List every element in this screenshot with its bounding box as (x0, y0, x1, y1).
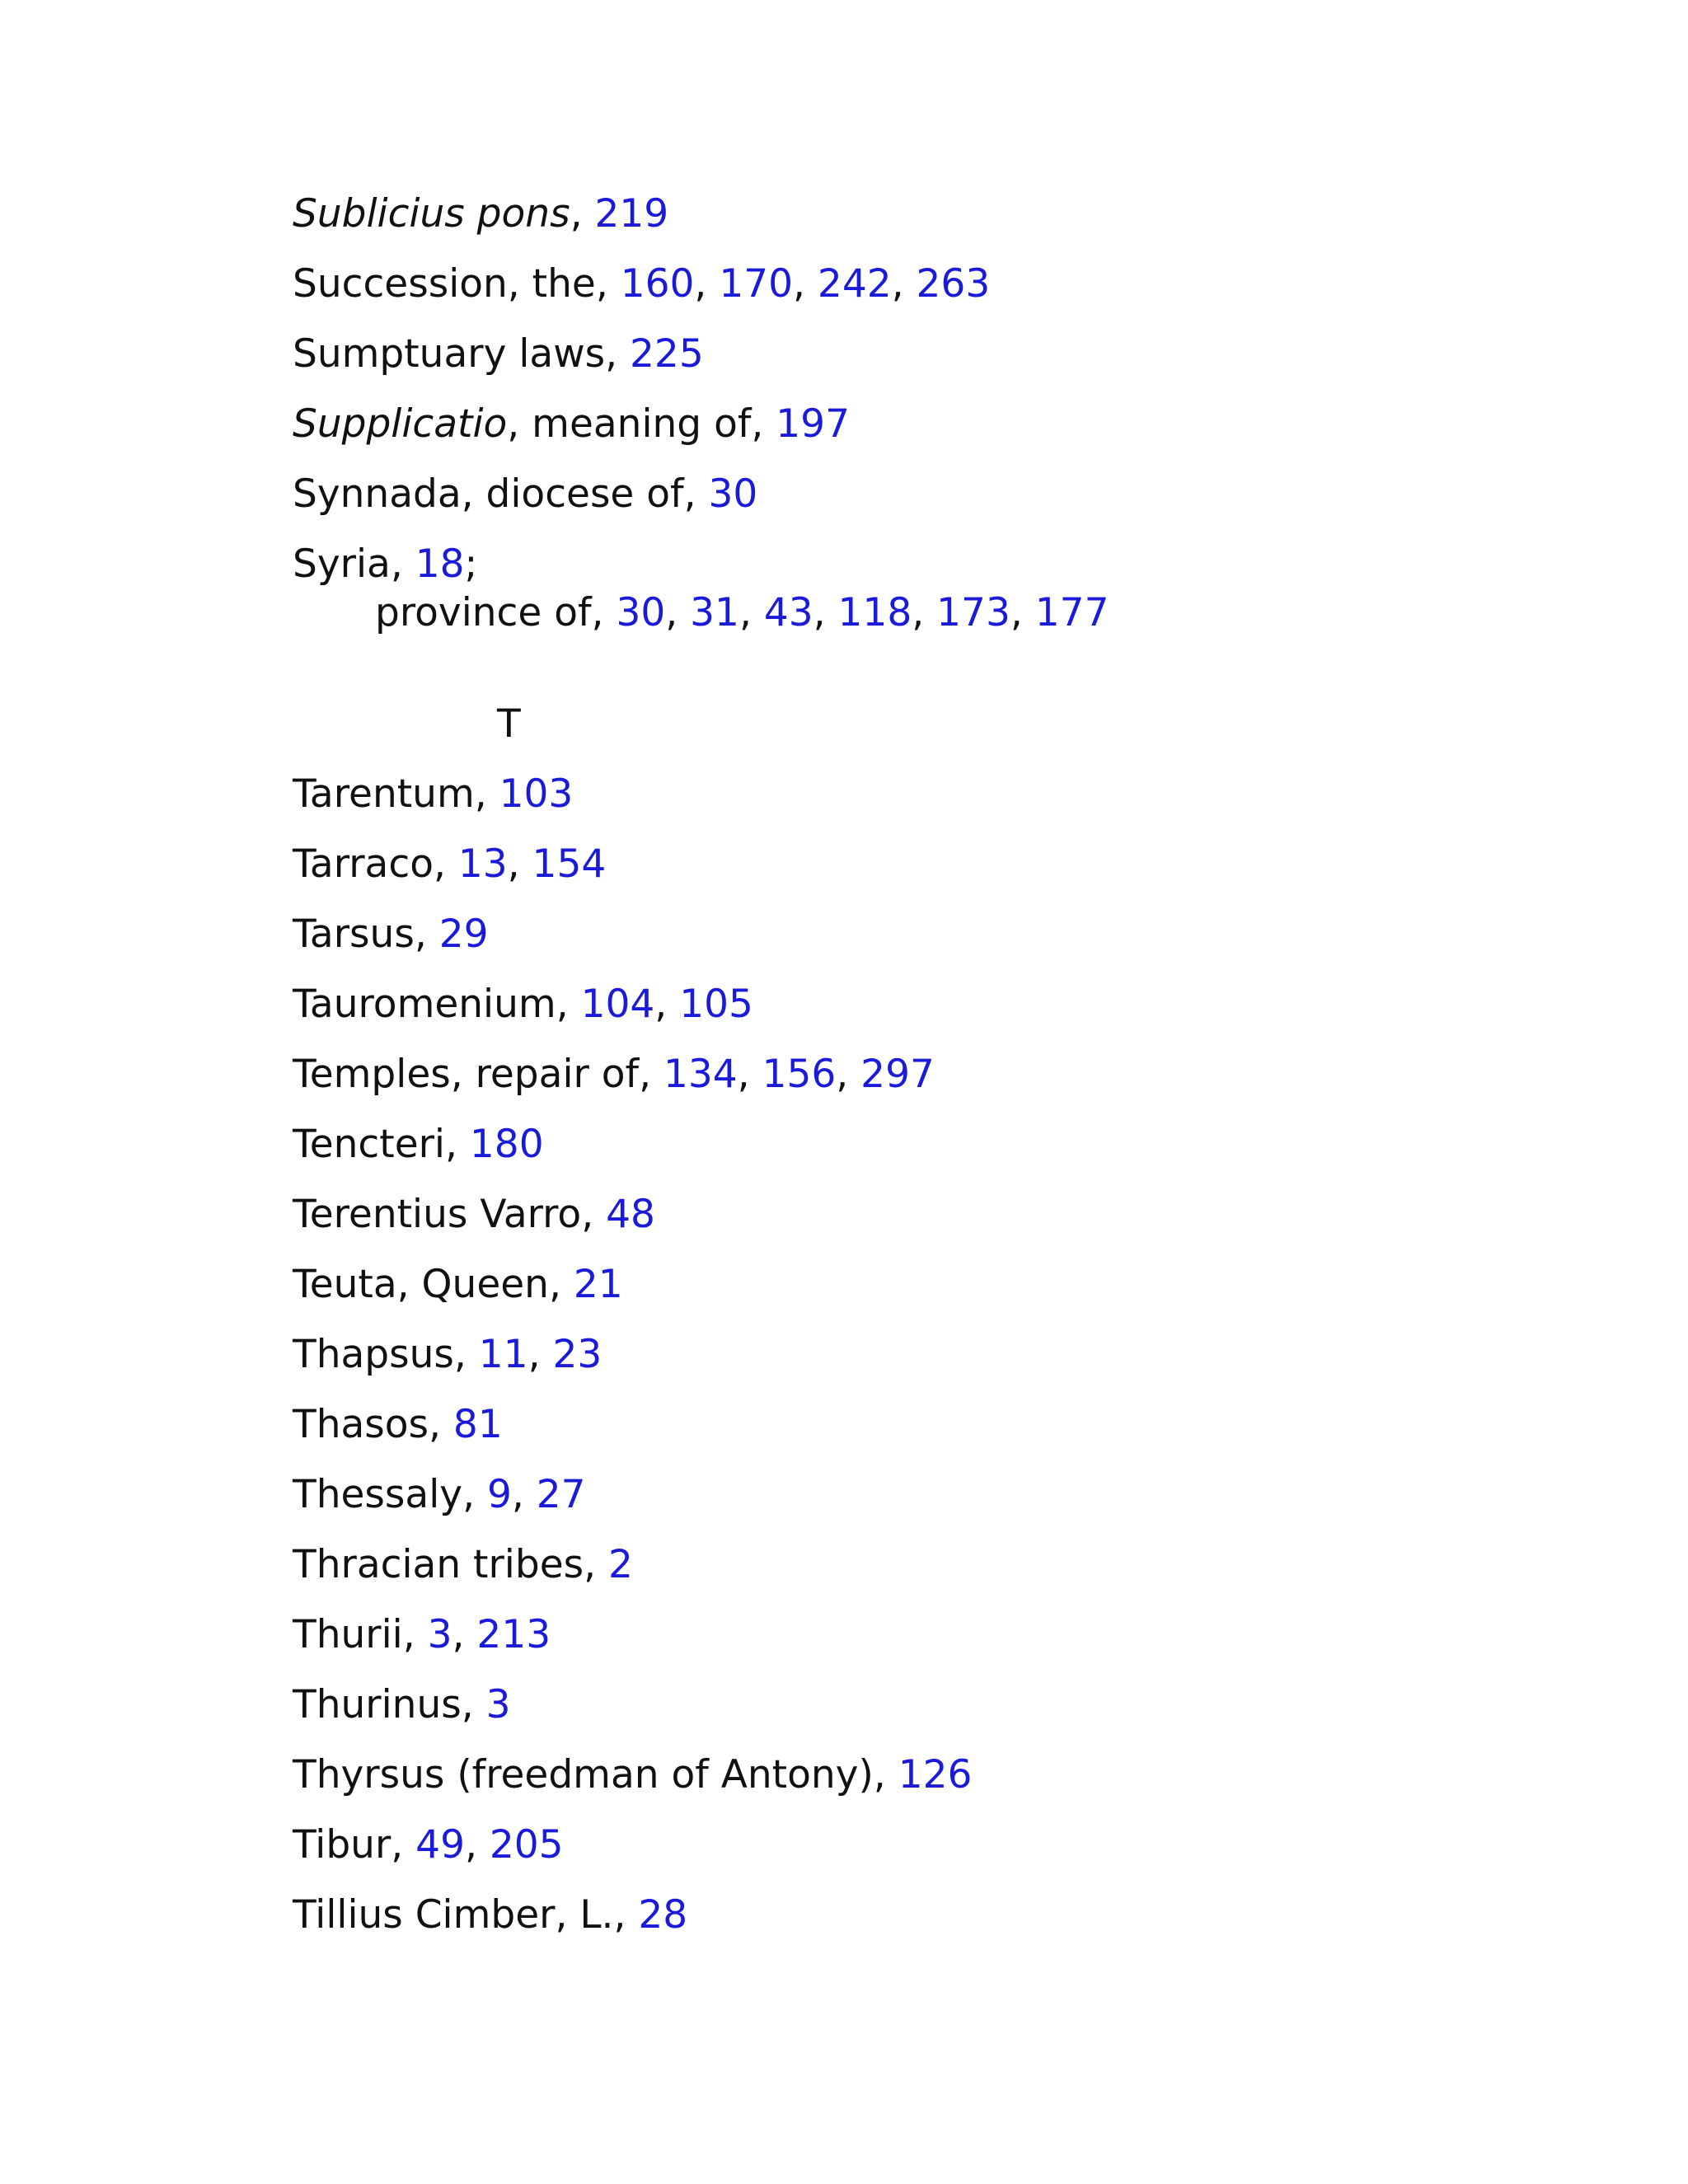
index-entry: Tencteri, 180 (293, 1122, 544, 1167)
page-ref-link[interactable]: 103 (499, 771, 574, 817)
entry-punctuation: ; (464, 541, 478, 587)
index-entry: Thurii, 3, 213 (293, 1612, 551, 1657)
index-term: Thyrsus (freedman of Antony) (293, 1752, 874, 1797)
index-entry: Thapsus, 11, 23 (293, 1332, 603, 1377)
index-term: Sumptuary laws (293, 331, 606, 377)
page-ref-link[interactable]: 49 (415, 1822, 465, 1868)
index-entry: Tarentum, 103 (293, 771, 574, 817)
index-entry: Sublicius pons, 219 (293, 191, 669, 237)
page-ref-link[interactable]: 11 (478, 1332, 528, 1377)
index-term: Tibur (293, 1822, 392, 1868)
index-term: Supplicatio (293, 401, 508, 447)
index-term: Thessaly (293, 1472, 463, 1517)
page-ref-link[interactable]: 3 (427, 1612, 452, 1657)
index-entry: Tauromenium, 104, 105 (293, 982, 753, 1027)
section-t-entries (293, 768, 1529, 1942)
page-ref-link[interactable]: 30 (616, 590, 666, 635)
index-entry: Supplicatio, meaning of, 197 (293, 401, 850, 447)
index-subterm: province of (375, 590, 592, 635)
index-entry: Thurinus, 3 (293, 1682, 511, 1727)
page-ref-link[interactable]: 156 (762, 1052, 837, 1097)
page-ref-link[interactable]: 30 (708, 471, 758, 517)
index-term: Tarraco (293, 841, 434, 887)
page-ref-link[interactable]: 170 (719, 261, 794, 307)
index-term: Tencteri (293, 1122, 445, 1167)
page-ref-link[interactable]: 213 (476, 1612, 551, 1657)
index-term: Sublicius pons (293, 191, 570, 237)
page-ref-link[interactable]: 2 (608, 1542, 633, 1587)
page-ref-link[interactable]: 104 (580, 982, 655, 1027)
index-term: Succession, the (293, 261, 596, 307)
index-term: Tillius Cimber, L. (293, 1892, 614, 1938)
page-ref-link[interactable]: 29 (438, 912, 489, 957)
index-entry: Teuta, Queen, 21 (293, 1262, 623, 1307)
index-term-suffix: , meaning of (507, 401, 752, 447)
index-term: Tarsus (293, 912, 415, 957)
index-entry: Thasos, 81 (293, 1402, 503, 1447)
section-letter-heading: T (497, 701, 521, 747)
index-entry: Synnada, diocese of, 30 (293, 471, 758, 517)
page-ref-link[interactable]: 48 (606, 1192, 655, 1237)
page-ref-link[interactable]: 31 (690, 590, 739, 635)
index-term: Thurinus (293, 1682, 462, 1727)
index-entry: Syria, 18; province of, 30, 31, 43, 118, 173, 177 (293, 538, 1529, 640)
page-ref-link[interactable]: 9 (486, 1472, 512, 1517)
index-term: Thasos (293, 1402, 429, 1447)
page-ref-link[interactable]: 134 (663, 1052, 738, 1097)
index-entry: Thyrsus (freedman of Antony), 126 (293, 1752, 973, 1797)
index-entry: Tarraco, 13, 154 (293, 841, 607, 887)
page-ref-link[interactable]: 263 (916, 261, 991, 307)
index-term: Syria (293, 541, 391, 587)
page-ref-link[interactable]: 205 (489, 1822, 564, 1868)
page-ref-link[interactable]: 219 (594, 191, 669, 237)
index-term: Tauromenium (293, 982, 556, 1027)
page-ref-link[interactable]: 3 (485, 1682, 511, 1727)
page-ref-link[interactable]: 160 (620, 261, 695, 307)
index-entry: Succession, the, 160, 170, 242, 263 (293, 261, 991, 307)
page-ref-link[interactable]: 225 (630, 331, 704, 377)
index-entry: Temples, repair of, 134, 156, 297 (293, 1052, 935, 1097)
index-entry: Thracian tribes, 2 (293, 1542, 633, 1587)
page-ref-link[interactable]: 23 (552, 1332, 603, 1377)
page-ref-link[interactable]: 242 (817, 261, 892, 307)
index-term: Temples, repair of (293, 1052, 640, 1097)
index-entry: Tillius Cimber, L., 28 (293, 1892, 688, 1938)
page-ref-link[interactable]: 177 (1034, 590, 1109, 635)
page-ref-link[interactable]: 21 (573, 1262, 623, 1307)
index-term: Synnada, diocese of (293, 471, 684, 517)
index-entries (293, 188, 1529, 1959)
index-term: Tarentum (293, 771, 475, 817)
index-entry: Sumptuary laws, 225 (293, 331, 704, 377)
index-term: Terentius Varro (293, 1192, 582, 1237)
index-term: Thurii (293, 1612, 403, 1657)
page-ref-link[interactable]: 105 (679, 982, 753, 1027)
index-entry: Terentius Varro, 48 (293, 1192, 655, 1237)
index-entry: Tarsus, 29 (293, 912, 489, 957)
page-ref-link[interactable]: 180 (469, 1122, 544, 1167)
page-ref-link[interactable]: 154 (532, 841, 607, 887)
page-ref-link[interactable]: 197 (776, 401, 850, 447)
index-subentry: province of, 30, 31, 43, 118, 173, 177 (375, 590, 1109, 635)
page-ref-link[interactable]: 173 (936, 590, 1010, 635)
page-ref-link[interactable]: 297 (860, 1052, 935, 1097)
index-term: Thracian tribes (293, 1542, 584, 1587)
index-entry: Thessaly, 9, 27 (293, 1472, 586, 1517)
page-ref-link[interactable]: 13 (457, 841, 508, 887)
index-entry: Tibur, 49, 205 (293, 1822, 564, 1868)
page-ref-link[interactable]: 43 (763, 590, 814, 635)
page-ref-link[interactable]: 81 (452, 1402, 503, 1447)
page-ref-link[interactable]: 28 (638, 1892, 688, 1938)
page-ref-link[interactable]: 18 (415, 541, 465, 587)
page-ref-link[interactable]: 118 (837, 590, 912, 635)
index-term: Teuta, Queen (293, 1262, 549, 1307)
page-ref-link[interactable]: 27 (536, 1472, 586, 1517)
page-ref-link[interactable]: 126 (898, 1752, 973, 1797)
index-term: Thapsus (293, 1332, 454, 1377)
